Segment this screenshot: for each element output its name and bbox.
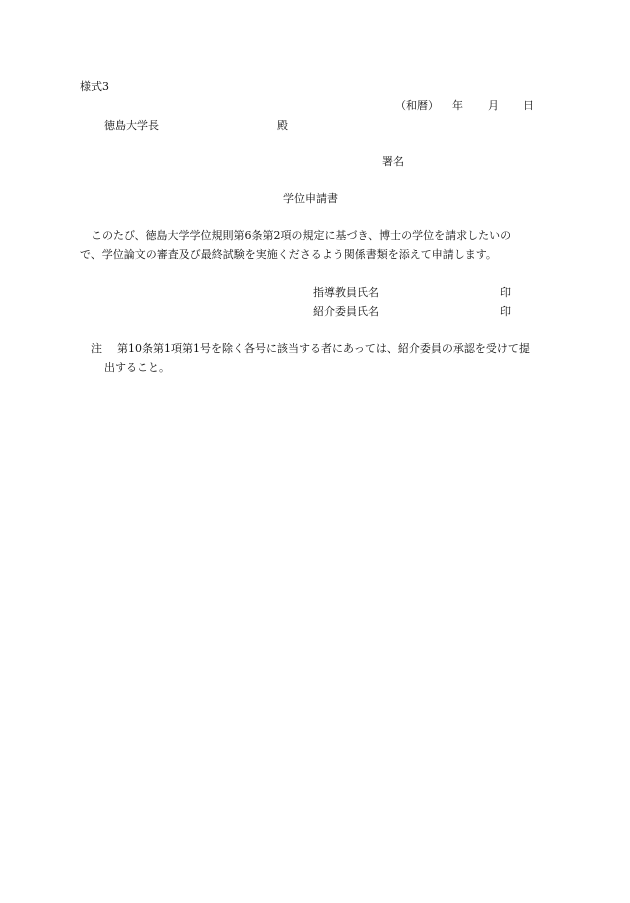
advisor-seal-mark: 印 <box>500 286 511 299</box>
note-text-line: 出すること。 <box>104 361 170 374</box>
form-number: 様式3 <box>80 80 109 93</box>
body-text-line: で、学位論文の審査及び最終試験を実施くださるよう関係書類を添えて申請します。 <box>80 248 497 261</box>
document-title: 学位申請書 <box>283 192 338 205</box>
addressee-honorific: 殿 <box>277 119 288 132</box>
addressee: 徳島大学長 <box>104 119 159 132</box>
date-year-label: 年 <box>452 99 463 112</box>
referrer-seal-mark: 印 <box>500 305 511 318</box>
note-text-line: 第10条第1項第1号を除く各号に該当する者にあっては、紹介委員の承認を受けて提 <box>117 342 530 355</box>
date-era-label: （和暦） <box>395 99 439 112</box>
referrer-name-label: 紹介委員氏名 <box>313 305 379 318</box>
note-mark: 注 <box>91 342 102 355</box>
signature-label: 署名 <box>382 155 404 168</box>
date-month-label: 月 <box>488 99 499 112</box>
body-text-line: このたび、徳島大学学位規則第6条第2項の規定に基づき、博士の学位を請求したいの <box>91 229 512 242</box>
date-day-label: 日 <box>523 99 534 112</box>
advisor-name-label: 指導教員氏名 <box>313 286 379 299</box>
